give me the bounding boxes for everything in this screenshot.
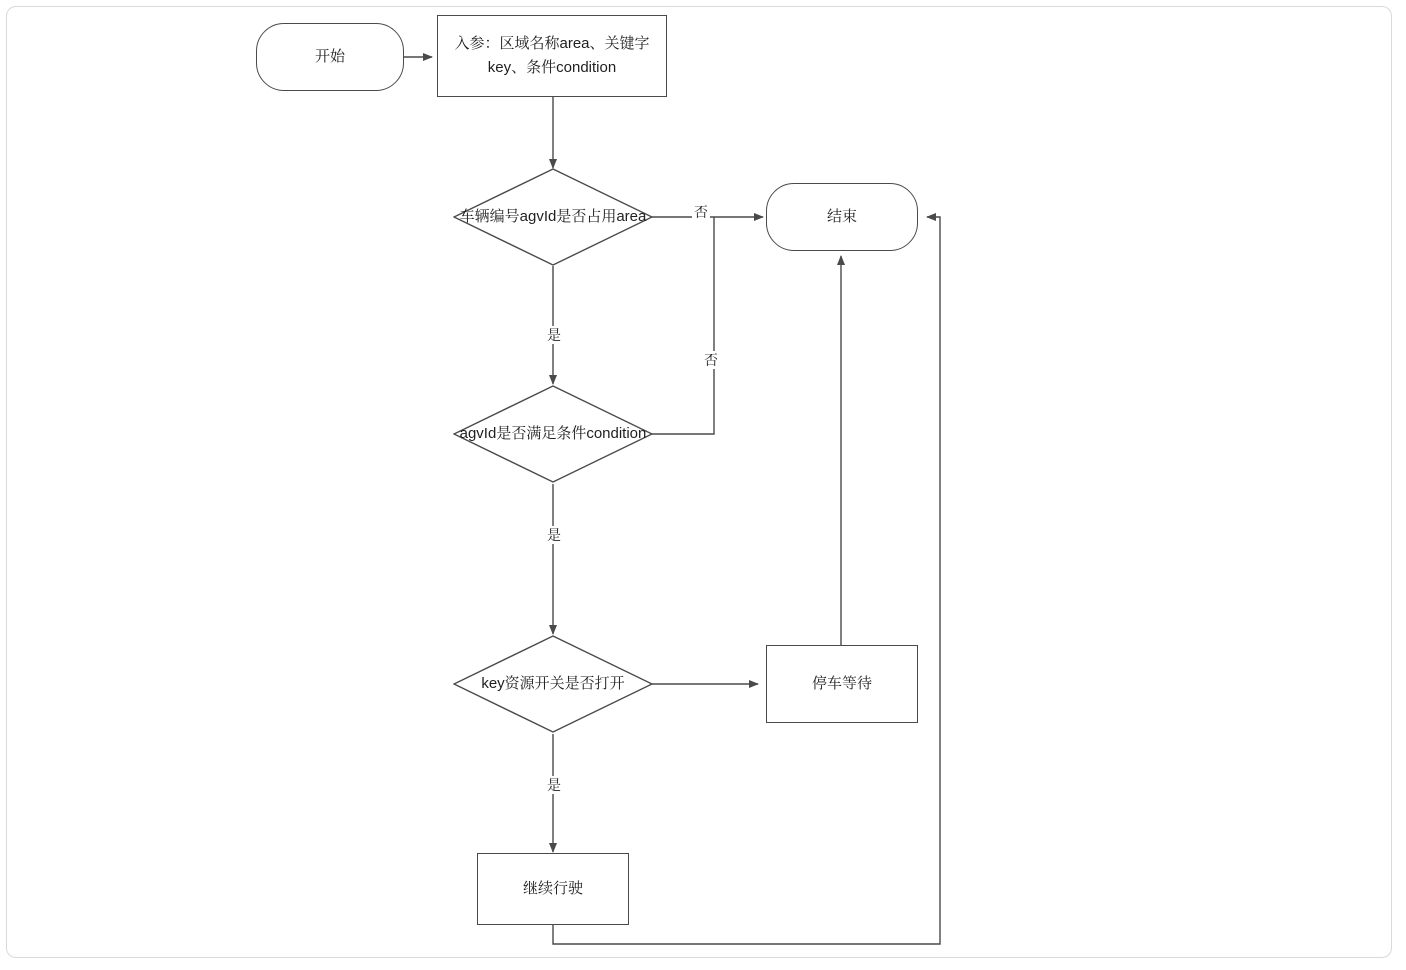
node-switch-label: key资源开关是否打开 [481,675,625,692]
node-end-label: 结束 [826,208,857,225]
node-start-label: 开始 [314,48,345,65]
node-wait-label: 停车等待 [811,675,872,692]
edge-label-switch-yes: 是 [547,777,561,793]
edge-label-condition-no: 否 [704,352,718,368]
node-start[interactable] [256,23,404,91]
node-occupy-decision[interactable] [453,168,653,266]
edge-label-occupy-yes: 是 [547,327,561,343]
node-wait[interactable] [766,645,918,723]
node-condition-label: agvId是否满足条件condition [459,425,647,442]
node-switch-decision[interactable] [453,635,653,733]
diagram-frame [6,6,1392,958]
node-params[interactable] [437,15,667,97]
edge-label-occupy-no: 否 [694,204,708,220]
node-condition-decision[interactable] [453,385,653,483]
node-drive-label: 继续行驶 [522,880,583,897]
edge-label-condition-yes: 是 [547,527,561,543]
node-occupy-label: 车辆编号agvId是否占用area [459,208,647,225]
node-drive[interactable] [477,853,629,925]
node-params-label: 入参：区域名称area、关键字key、条件condition [454,35,650,76]
node-end[interactable] [766,183,918,251]
